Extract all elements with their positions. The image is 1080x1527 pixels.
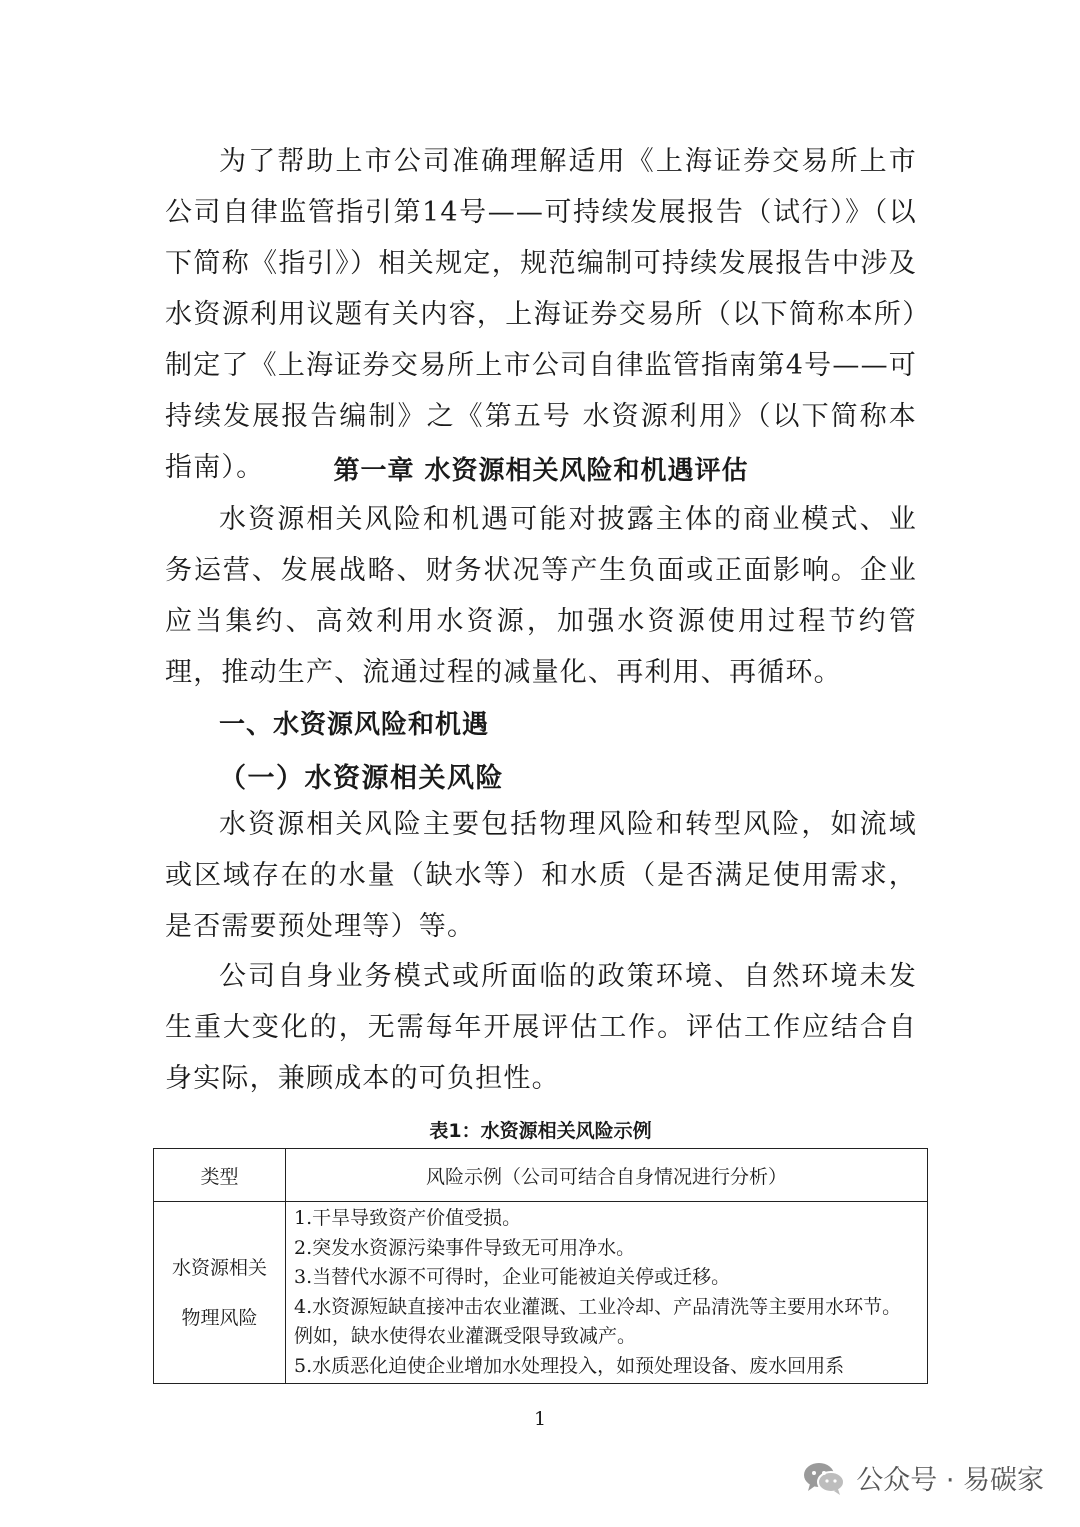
header-type: 类型 — [154, 1149, 286, 1202]
section-title: 一、水资源风险和机遇 — [219, 710, 490, 740]
table-row — [154, 1202, 928, 1384]
assessment-paragraph: 公司自身业务模式或所面临的政策环境、自然环境未发生重大变化的，无需每年开展评估工作。评估工作应结合自身实际，兼顾成本的可负担性。 — [165, 961, 917, 1094]
list-item: 4.水资源短缺直接冲击农业灌溉、工业冷却、产品清洗等主要用水环节。例如，缺水使得农业灌溉受限导致减产。 — [294, 1295, 902, 1347]
chapter-title: 第一章 水资源相关风险和机遇评估 — [333, 456, 749, 486]
watermark-text: 公众号 · 易碳家 — [856, 1465, 1044, 1496]
header-examples: 风险示例（公司可结合自身情况进行分析） — [286, 1149, 928, 1202]
subsection-title: （一）水资源相关风险 — [219, 763, 504, 794]
risk-table — [153, 1148, 928, 1384]
row-type-line1: 水资源相关 — [171, 1256, 267, 1279]
chapter-paragraph: 水资源相关风险和机遇可能对披露主体的商业模式、业务运营、发展战略、财务状况等产生负面或正面影响。企业应当集约、高效利用水资源，加强水资源使用过程节约管理，推动生产、流通过程的减量化、再利用、再循环。 — [165, 504, 917, 688]
row-type-cell — [154, 1202, 286, 1384]
table-caption: 表1：水资源相关风险示例 — [429, 1120, 652, 1142]
list-item: 5.水质恶化迫使企业增加水处理投入，如预处理设备、废水回用系 — [294, 1354, 845, 1377]
risk-paragraph: 水资源相关风险主要包括物理风险和转型风险，如流域或区域存在的水量（缺水等）和水质（是否满足使用需求，是否需要预处理等）等。 — [165, 809, 917, 942]
list-item: 1.干旱导致资产价值受损。 — [294, 1207, 522, 1229]
watermark — [802, 1458, 1044, 1497]
row-items-cell — [286, 1202, 928, 1384]
list-item: 2.突发水资源污染事件导致无可用净水。 — [294, 1236, 636, 1259]
table-header-row — [154, 1149, 928, 1202]
list-item: 3.当替代水源不可得时，企业可能被迫关停或迁移。 — [294, 1266, 731, 1288]
wechat-icon — [802, 1460, 846, 1496]
intro-paragraph: 为了帮助上市公司准确理解适用《上海证券交易所上市公司自律监管指引第14号——可持续发展报告（试行）》（以下简称《指引》）相关规定，规范编制可持续发展报告中涉及水资源利用议题有关内容，上海证券交易所（以下简称本所）制定了《上海证券交易所上市公司自律监管指南第4号——可持续发展报告编制》之《第五号 水资源利用》（以下简称本指南）。 — [165, 146, 917, 483]
page-number: 1 — [533, 1408, 547, 1430]
row-type-line2: 物理风险 — [181, 1306, 258, 1329]
